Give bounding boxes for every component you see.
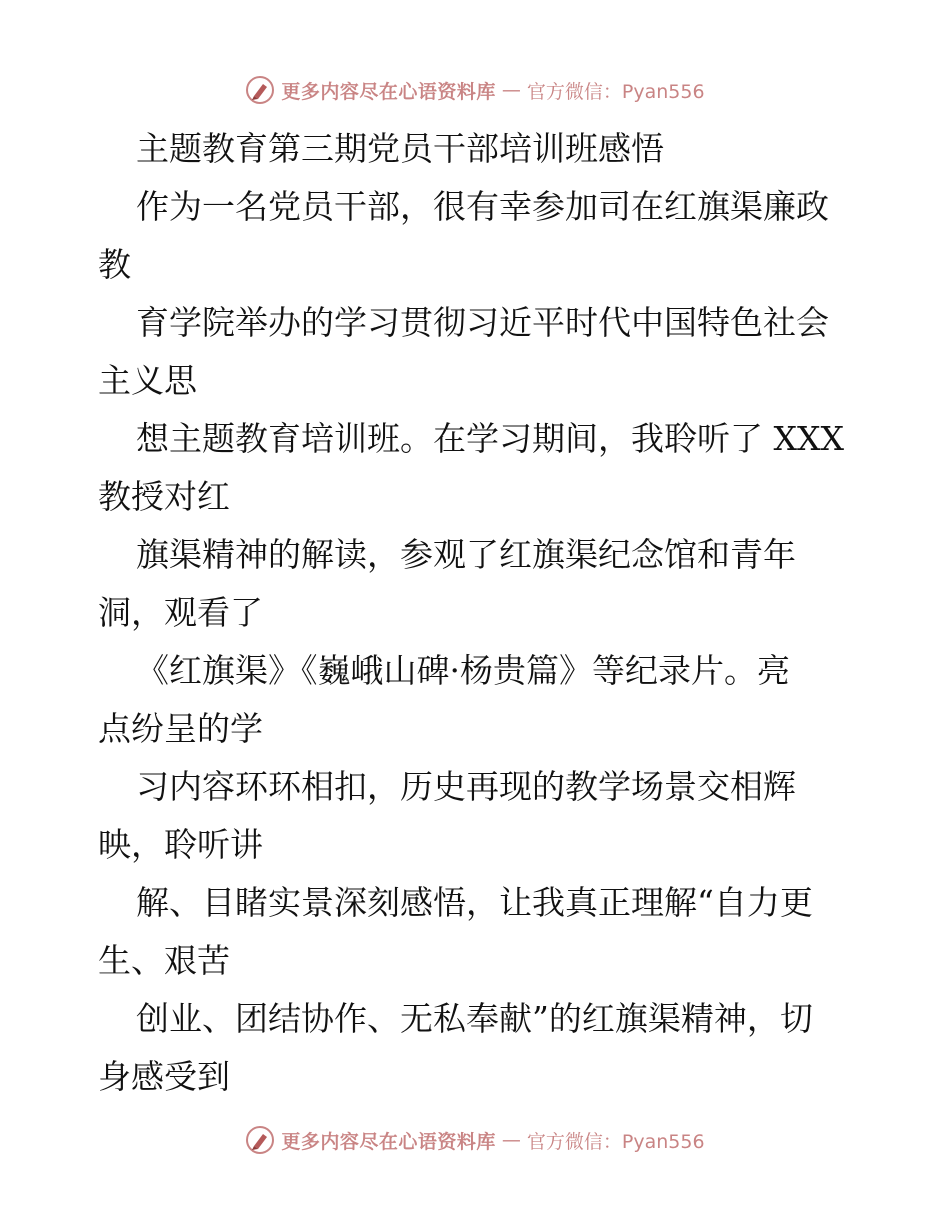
text-line: 生、艰苦	[98, 941, 230, 980]
text-line: 作为一名党员干部，很有幸参加司在红旗渠廉政	[136, 187, 829, 226]
text-line: 点纷呈的学	[98, 709, 263, 748]
text-line: 解、目睹实景深刻感悟，让我真正理解“自力更	[136, 883, 813, 922]
pen-logo-icon	[245, 1125, 275, 1155]
document-body	[98, 120, 858, 1106]
text-line: 教授对红	[98, 477, 230, 516]
header-watermark	[0, 72, 950, 108]
watermark-separator: —	[501, 79, 521, 101]
pen-logo-icon	[245, 75, 275, 105]
text-line: 想主题教育培训班。在学习期间，我聆听了 XXX	[136, 419, 844, 458]
text-line: 《红旗渠》《巍峨山碑·杨贵篇》等纪录片。亮	[136, 651, 790, 690]
text-line: 洞，观看了	[98, 593, 263, 632]
watermark-contact: 官方微信：Pyan556	[526, 80, 705, 103]
text-line: 身感受到	[98, 1057, 230, 1096]
text-line: 映，聆听讲	[98, 825, 263, 864]
text-line: 教	[98, 245, 131, 284]
watermark-contact: 官方微信：Pyan556	[526, 1130, 705, 1153]
text-line: 旗渠精神的解读，参观了红旗渠纪念馆和青年	[136, 535, 796, 574]
text-line: 主义思	[98, 361, 197, 400]
document-title: 主题教育第三期党员干部培训班感悟	[136, 129, 664, 168]
footer-watermark	[0, 1122, 950, 1158]
watermark-brand: 更多内容尽在心语资料库	[281, 1130, 496, 1153]
text-line: 创业、团结协作、无私奉献”的红旗渠精神，切	[136, 999, 813, 1038]
watermark-brand: 更多内容尽在心语资料库	[281, 80, 496, 103]
text-line: 育学院举办的学习贯彻习近平时代中国特色社会	[136, 303, 829, 342]
watermark-separator: —	[501, 1129, 521, 1151]
text-line: 习内容环环相扣，历史再现的教学场景交相辉	[136, 767, 796, 806]
